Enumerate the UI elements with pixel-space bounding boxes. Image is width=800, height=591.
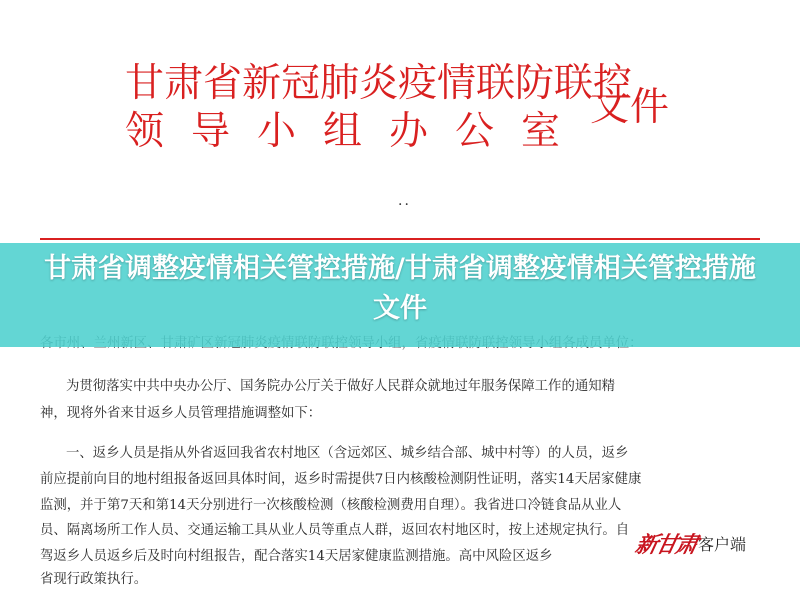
red-divider-rule [40, 238, 760, 240]
document-header-office: 领导小组办公室 [125, 109, 588, 154]
title-banner [0, 243, 800, 347]
document-header-suffix: 文件 [590, 85, 671, 130]
paragraph-line: 驾返乡人员返乡后及时向村组报告，配合落实14天居家健康监测措施。高中风险区返乡 [40, 549, 553, 564]
paragraph-line: 一、返乡人员是指从外省返回我省农村地区（含远郊区、城乡结合部、城中村等）的人员，返乡 [66, 446, 629, 461]
document-number: ·· [398, 197, 411, 213]
paragraph-line: 员、隔离场所工作人员、交通运输工具从业人员等重点人群，返回农村地区时，按上述规定执行。自 [40, 523, 630, 538]
paragraph-line: 省现行政策执行。 [40, 572, 148, 587]
banner-title: 甘肃省调整疫情相关管控措施/甘肃省调整疫情相关管控措施文件 [44, 253, 756, 324]
paragraph-line: 前应提前向目的地村组报备返回具体时间，返乡时需提供7日内核酸检测阴性证明，落实14天居家健康 [40, 472, 642, 487]
paragraph-line: 为贯彻落实中共中央办公厅、国务院办公厅关于做好人民群众就地过年服务保障工作的通知精 [66, 379, 616, 394]
watermark-text: 客户端 [698, 534, 747, 554]
watermark [632, 526, 776, 560]
document-header-title: 甘肃省新冠肺炎疫情联防联控 [125, 61, 633, 106]
paragraph-line: 神，现将外省来甘返乡人员管理措施调整如下： [40, 406, 322, 421]
watermark-logo: 新甘肃 [632, 531, 699, 558]
paragraph-line: 监测，并于第7天和第14天分别进行一次核酸检测（核酸检测费用自理）。我省进口冷链食品从业人 [40, 498, 622, 513]
